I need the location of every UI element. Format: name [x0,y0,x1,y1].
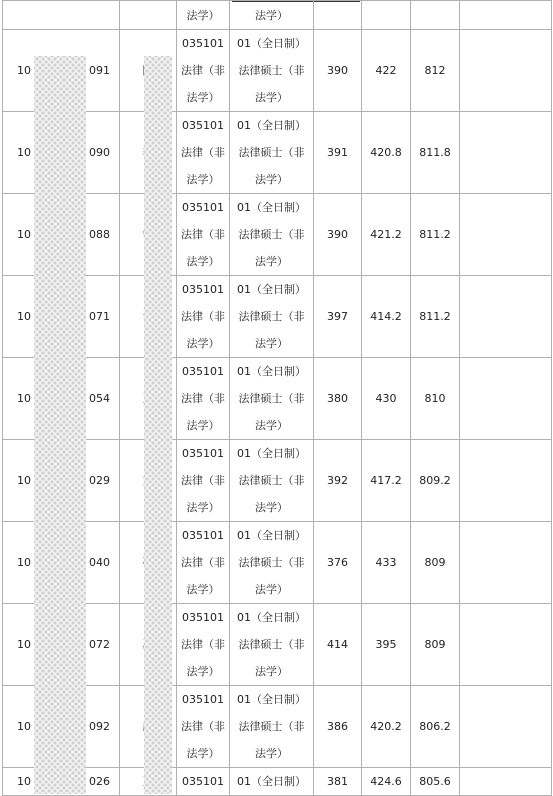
cell-line: 法律硕士（非 [238,228,305,241]
cell-line: 法学） [186,665,220,678]
cell-retest-score: 417.2 [362,440,411,522]
cell-prelim-score: 390 [314,194,362,276]
cell-line: 035101 [182,37,224,50]
id-suffix: 071 [89,310,110,323]
cell-note [460,440,552,522]
id-suffix: 088 [89,228,110,241]
cell-note [460,30,552,112]
cell-line: 法律硕士（非 [238,556,305,569]
cell-line: 035101 [182,283,224,296]
cell-line: 法律硕士（非 [238,392,305,405]
cell-line: 法律硕士（非 [238,474,305,487]
id-prefix: 10 [17,556,31,569]
cell-line: 035101 [182,529,224,542]
cell-total-score: 809 [411,522,460,604]
id-prefix: 10 [17,392,31,405]
cell-major [177,604,230,686]
cell-line: 01（全日制） [237,529,306,542]
cell-line: 法学） [255,747,288,760]
cell-major: 035101 [177,768,230,796]
cell-line: 035101 [182,447,224,460]
cell-line: 法律硕士（非 [238,310,305,323]
cell-study-mode [230,604,314,686]
id-prefix: 10 [17,146,31,159]
cell-line: 035101 [182,119,224,132]
cell-line: 法学） [255,173,288,186]
id-suffix: 054 [89,392,110,405]
table-row [3,1,552,30]
cell-line: 01（全日制） [237,283,306,296]
cell-major [177,358,230,440]
cell-line: 法律硕士（非 [238,64,305,77]
cell-study-mode [230,440,314,522]
cell-retest-score: 420.2 [362,686,411,768]
cell-study-mode [230,522,314,604]
cell-major [177,194,230,276]
cell-study-mode [230,112,314,194]
cell-line: 035101 [182,201,224,214]
cell-retest-score: 414.2 [362,276,411,358]
cell-line: 法律硕士（非 [238,146,305,159]
cell-line: 法学） [255,91,288,104]
cell-line: 法学） [186,747,220,760]
cell-note [460,194,552,276]
cell-total-score: 812 [411,30,460,112]
cell-line: 法律（非 [181,392,225,405]
cell-line: 法律硕士（非 [238,638,305,651]
redaction-mask-id [34,56,86,794]
id-prefix: 10 [17,64,31,77]
cell-line: 法学） [186,255,220,268]
cell-line: 法学） [186,501,220,514]
cell-prelim-score: 386 [314,686,362,768]
cell-retest-score: 420.8 [362,112,411,194]
cell-retest-score: 422 [362,30,411,112]
cell-line: 01（全日制） [237,365,306,378]
cell-line: 法学） [186,419,220,432]
cell-major [177,686,230,768]
cell-note [460,768,552,796]
cell-line: 01（全日制） [237,447,306,460]
cell-total-score: 811.2 [411,194,460,276]
cell-total-score: 810 [411,358,460,440]
redaction-mask-name [144,56,172,794]
cell-candidate-id [3,1,120,30]
cell-line: 法学） [255,501,288,514]
cell-retest-score: 430 [362,358,411,440]
id-suffix: 029 [89,474,110,487]
cell-prelim-score: 376 [314,522,362,604]
cell-line: 法学） [255,583,288,596]
id-prefix: 10 [17,310,31,323]
cell-note [460,276,552,358]
cell-total-score: 809.2 [411,440,460,522]
cell-retest-score: 421.2 [362,194,411,276]
cell-prelim-score: 391 [314,112,362,194]
cell-line: 法律（非 [181,310,225,323]
id-prefix: 10 [17,775,31,788]
cell-prelim-score: 414 [314,604,362,686]
id-prefix: 10 [17,474,31,487]
cell-prelim-score: 380 [314,358,362,440]
cell-note [460,686,552,768]
cell-study-mode [230,686,314,768]
cell-line: 法律（非 [181,720,225,733]
cell-major [177,440,230,522]
cell-retest-score: 433 [362,522,411,604]
cell-line: 法学） [186,91,220,104]
cell-line: 法学） [255,419,288,432]
cell-major [177,30,230,112]
cell-line: 035101 [182,365,224,378]
cell-retest-score [362,1,411,30]
cell-line: 法学） [255,255,288,268]
cell-total-score [411,1,460,30]
cell-line: 035101 [182,693,224,706]
cell-prelim-score: 381 [314,768,362,796]
cell-line: 法学） [186,583,220,596]
cell-line: 法律（非 [181,146,225,159]
cell-note [460,1,552,30]
cell-line: 法律（非 [181,638,225,651]
cell-total-score: 805.6 [411,768,460,796]
cell-line: 01（全日制） [237,693,306,706]
cell-line: 法律（非 [181,64,225,77]
cell-total-score: 806.2 [411,686,460,768]
id-suffix: 090 [89,146,110,159]
cell-line: 法律硕士（非 [238,720,305,733]
cell-prelim-score [314,1,362,30]
cell-prelim-score: 392 [314,440,362,522]
cell-note [460,604,552,686]
cell-major [177,522,230,604]
cell-line: 法律（非 [181,556,225,569]
cell-study-mode: 法学） [230,1,314,30]
cell-total-score: 809 [411,604,460,686]
cell-total-score: 811.2 [411,276,460,358]
cell-note [460,522,552,604]
cell-study-mode [230,194,314,276]
cell-name [120,1,177,30]
cell-line: 01（全日制） [237,119,306,132]
cell-line: 法律（非 [181,228,225,241]
cell-total-score: 811.8 [411,112,460,194]
cell-retest-score: 424.6 [362,768,411,796]
cell-prelim-score: 390 [314,30,362,112]
cell-study-mode: 01（全日制） [230,768,314,796]
cell-prelim-score: 397 [314,276,362,358]
cell-major [177,112,230,194]
cell-line: 035101 [182,611,224,624]
id-suffix: 091 [89,64,110,77]
id-suffix: 072 [89,638,110,651]
id-suffix: 026 [89,775,110,788]
cell-line: 法学） [255,665,288,678]
cell-line: 法律（非 [181,474,225,487]
id-suffix: 092 [89,720,110,733]
cell-line: 01（全日制） [237,201,306,214]
cell-line: 01（全日制） [237,611,306,624]
cell-retest-score: 395 [362,604,411,686]
cell-note [460,358,552,440]
cell-study-mode [230,358,314,440]
cell-line: 法学） [186,337,220,350]
cell-line: 01（全日制） [237,37,306,50]
id-prefix: 10 [17,638,31,651]
cell-line: 法学） [186,173,220,186]
cell-study-mode [230,30,314,112]
id-suffix: 040 [89,556,110,569]
id-prefix: 10 [17,720,31,733]
cell-study-mode [230,276,314,358]
cell-line: 法学） [255,337,288,350]
cell-note [460,112,552,194]
id-prefix: 10 [17,228,31,241]
cell-major [177,276,230,358]
cell-major: 法学） [177,1,230,30]
